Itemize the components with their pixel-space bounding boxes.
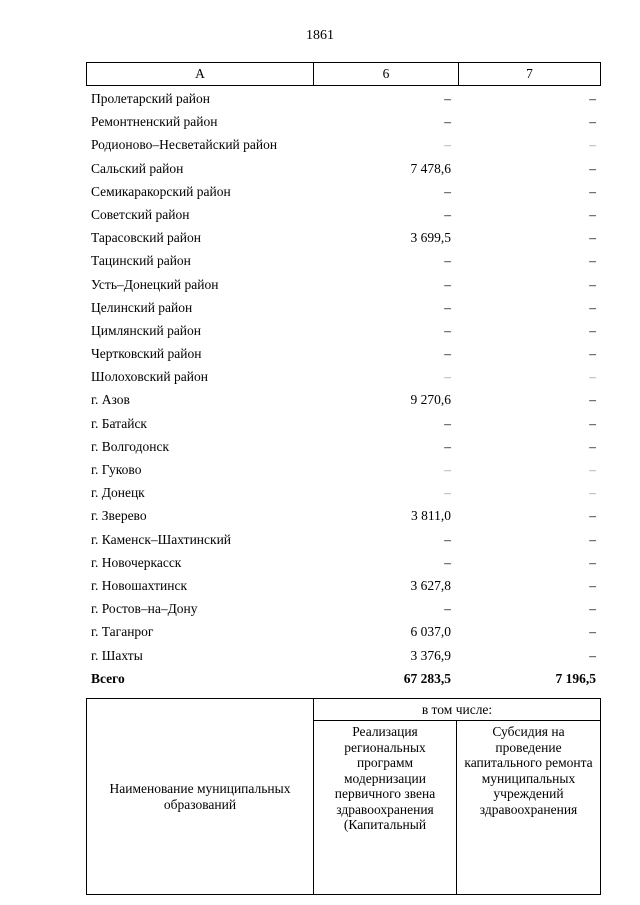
row-value-col6: – — [444, 183, 451, 199]
row-value-col7: – — [589, 647, 596, 663]
row-value-col7: – — [589, 183, 596, 199]
row-value-col7: – — [589, 137, 596, 153]
row-value-col7: – — [589, 276, 596, 292]
table-row — [86, 273, 601, 296]
row-value-col6: – — [444, 531, 451, 547]
row-value-col7: – — [589, 369, 596, 385]
row-value-col6: – — [444, 438, 451, 454]
row-name: Тацинский район — [91, 253, 191, 269]
table-row — [86, 365, 601, 388]
row-name: Шолоховский район — [91, 369, 208, 385]
row-name: г. Таганрог — [91, 624, 154, 640]
capital-repair-subsidy-header: Субсидия на проведение капитального ремонта муниципальных учреждений здравоохранения — [457, 721, 601, 895]
row-value-col6: 67 283,5 — [403, 670, 451, 686]
row-name: Всего — [91, 670, 125, 686]
including-header: в том числе: — [314, 699, 601, 721]
row-value-col6: – — [444, 253, 451, 269]
column-header-a: А — [87, 63, 314, 86]
row-value-col7: – — [589, 346, 596, 362]
row-name: Родионово–Несветайский район — [91, 137, 278, 153]
row-value-col7: – — [589, 322, 596, 338]
row-name: Тарасовский район — [91, 230, 201, 246]
table-row — [86, 504, 601, 527]
row-value-col7: – — [589, 554, 596, 570]
row-value-col6: – — [444, 415, 451, 431]
row-value-col7: – — [589, 114, 596, 130]
municipality-name-header: Наименование муниципальных образований — [87, 699, 314, 895]
table-row — [86, 180, 601, 203]
row-value-col6: – — [444, 206, 451, 222]
table-row — [86, 481, 601, 504]
row-name: г. Каменск–Шахтинский — [91, 531, 232, 547]
data-rows — [86, 87, 601, 690]
table-row — [86, 458, 601, 481]
row-value-col7: – — [589, 160, 596, 176]
row-value-col6: 3 627,8 — [410, 577, 451, 593]
row-value-col7: – — [589, 531, 596, 547]
row-value-col6: – — [444, 485, 451, 501]
table-row — [86, 226, 601, 249]
row-value-col6: – — [444, 299, 451, 315]
row-name: Целинский район — [91, 299, 193, 315]
row-name: г. Азов — [91, 392, 130, 408]
row-name: Пролетарский район — [91, 91, 210, 106]
table-row — [86, 435, 601, 458]
table-row — [86, 296, 601, 319]
row-value-col6: 7 478,6 — [410, 160, 451, 176]
row-name: г. Гуково — [91, 462, 142, 477]
row-value-col7: – — [589, 253, 596, 269]
row-name: Сальский район — [91, 160, 184, 176]
table-row — [86, 388, 601, 411]
row-name: г. Донецк — [91, 485, 145, 501]
row-value-col6: – — [444, 322, 451, 338]
row-value-col6: – — [444, 601, 451, 617]
row-value-col6: 6 037,0 — [410, 624, 451, 640]
row-value-col6: 3 811,0 — [411, 508, 451, 524]
row-value-col6: – — [444, 462, 451, 477]
table-row — [86, 551, 601, 574]
table-row — [86, 249, 601, 272]
table-row — [86, 574, 601, 597]
row-value-col7: – — [589, 230, 596, 246]
row-name: г. Ростов–на–Дону — [91, 601, 198, 617]
table-row — [86, 319, 601, 342]
row-value-col7: – — [589, 91, 596, 106]
row-value-col6: – — [444, 114, 451, 130]
repeated-header-table — [86, 698, 601, 895]
row-value-col7: – — [589, 462, 596, 477]
row-name: Семикаракорский район — [91, 183, 231, 199]
table-row — [86, 528, 601, 551]
row-value-col7: – — [589, 392, 596, 408]
table-row — [86, 110, 601, 133]
table-row — [86, 597, 601, 620]
row-value-col6: 3 699,5 — [410, 230, 451, 246]
table-row — [86, 644, 601, 667]
column-header-7: 7 — [459, 63, 601, 86]
row-value-col7: – — [589, 508, 596, 524]
row-name: Ремонтненский район — [91, 114, 218, 130]
program-modernization-header: Реализация региональных программ модернизации первичного звена здравоохранения (Капитальный — [314, 721, 457, 895]
table-row — [86, 157, 601, 180]
table-row — [86, 342, 601, 365]
row-name: г. Волгодонск — [91, 438, 170, 454]
row-name: г. Зверево — [91, 508, 147, 524]
table-row — [86, 133, 601, 156]
row-value-col6: – — [444, 346, 451, 362]
page-number: 1861 — [306, 28, 334, 43]
row-value-col6: 9 270,6 — [410, 392, 451, 408]
row-value-col7: – — [589, 577, 596, 593]
row-name: г. Новочеркасск — [91, 554, 182, 570]
row-name: г. Шахты — [91, 647, 143, 663]
row-value-col7: – — [589, 601, 596, 617]
total-row — [86, 667, 601, 690]
column-header-6: 6 — [314, 63, 459, 86]
row-value-col6: – — [444, 369, 451, 385]
column-header-table — [86, 62, 601, 86]
row-value-col7: – — [589, 438, 596, 454]
row-value-col6: – — [444, 137, 451, 153]
row-value-col6: – — [444, 554, 451, 570]
row-name: Советский район — [91, 206, 190, 222]
row-value-col7: – — [589, 415, 596, 431]
row-value-col6: – — [444, 91, 451, 106]
row-name: г. Батайск — [91, 415, 147, 431]
row-value-col7: 7 196,5 — [555, 670, 596, 686]
row-value-col7: – — [589, 485, 596, 501]
table-row — [86, 620, 601, 643]
row-name: г. Новошахтинск — [91, 577, 187, 593]
row-value-col7: – — [589, 624, 596, 640]
row-value-col7: – — [589, 206, 596, 222]
row-value-col6: – — [444, 276, 451, 292]
row-name: Чертковский район — [91, 346, 202, 362]
row-value-col7: – — [589, 299, 596, 315]
table-row — [86, 203, 601, 226]
table-row — [86, 87, 601, 110]
row-name: Усть–Донецкий район — [91, 276, 219, 292]
row-name: Цимлянский район — [91, 322, 202, 338]
table-row — [86, 412, 601, 435]
row-value-col6: 3 376,9 — [410, 647, 451, 663]
